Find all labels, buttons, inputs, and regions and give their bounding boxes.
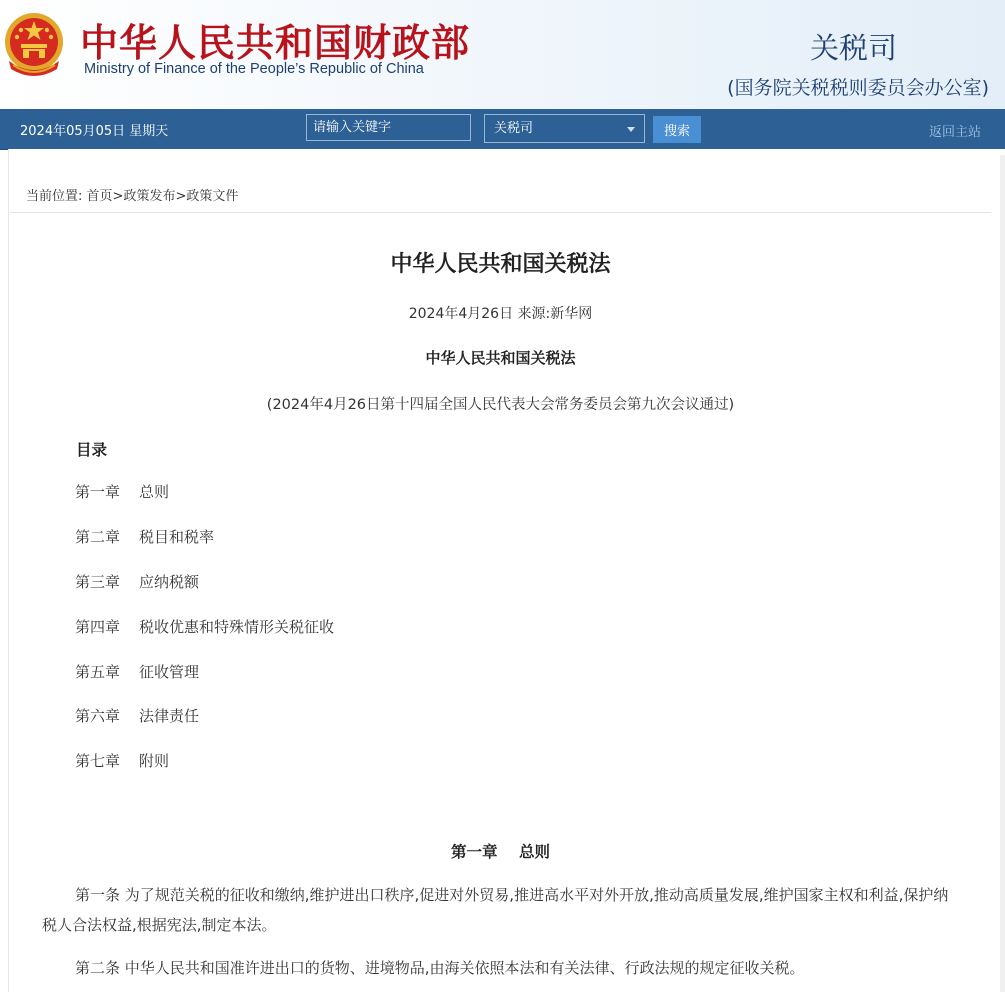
adoption-note: (2024年4月26日第十四届全国人民代表大会常务委员会第九次会议通过) — [266, 397, 735, 413]
toc-item — [75, 661, 199, 682]
ministry-name-cn: 中华人民共和国财政部 — [80, 21, 471, 65]
chapter-heading: 第一章 总则 — [450, 843, 551, 861]
toc-chapter-name: 税目和税率 — [139, 528, 215, 546]
toc-heading: 目录 — [76, 441, 108, 459]
toc-item — [75, 481, 169, 502]
search-button[interactable]: 搜索 — [653, 116, 701, 143]
search-scope-select[interactable] — [484, 114, 645, 143]
chevron-down-icon — [627, 127, 635, 132]
toc-chapter-name: 附则 — [139, 752, 170, 770]
breadcrumb-separator: > — [175, 189, 187, 204]
toc-chapter-number: 第三章 — [75, 573, 121, 591]
toc-chapter-name: 税收优惠和特殊情形关税征收 — [139, 618, 335, 636]
search-input[interactable] — [306, 114, 471, 141]
article-paragraph: 第二条 中华人民共和国准许进出口的货物、进境物品,由海关依照本法和有关法律、行政法规的规定征收关税。 — [75, 959, 805, 977]
national-emblem-icon — [3, 9, 65, 79]
toc-chapter-name: 总则 — [139, 483, 170, 501]
search-scope-value: 关税司 — [494, 121, 534, 136]
toc-chapter-number: 第六章 — [75, 707, 121, 725]
top-navbar — [0, 109, 1005, 150]
current-date: 2024年05月05日 星期天 — [20, 124, 169, 139]
toc-chapter-number: 第七章 — [75, 752, 121, 770]
toc-item — [75, 616, 334, 637]
breadcrumb-separator: > — [112, 189, 124, 204]
toc-chapter-number: 第五章 — [75, 663, 121, 681]
toc-item — [75, 705, 199, 726]
toc-chapter-number: 第二章 — [75, 528, 121, 546]
breadcrumb-divider — [10, 212, 991, 213]
toc-chapter-name: 法律责任 — [139, 707, 200, 725]
toc-chapter-number: 第四章 — [75, 618, 121, 636]
toc-chapter-name: 应纳税额 — [139, 573, 200, 591]
toc-chapter-number: 第一章 — [75, 483, 121, 501]
breadcrumb-prefix: 当前位置: — [26, 189, 83, 204]
toc-item — [75, 526, 214, 547]
department-name: 关税司 — [809, 31, 897, 65]
breadcrumb-home[interactable]: 首页 — [86, 189, 113, 204]
toc-item — [75, 750, 169, 771]
back-home-link[interactable]: 返回主站 — [928, 125, 981, 140]
page-title: 中华人民共和国关税法 — [390, 252, 611, 277]
breadcrumb-policy-documents[interactable]: 政策文件 — [186, 189, 239, 204]
law-title: 中华人民共和国关税法 — [425, 349, 576, 367]
breadcrumb — [26, 185, 238, 204]
article-paragraph: 第一条 为了规范关税的征收和缴纳,维护进出口秩序,促进对外贸易,推进高水平对外开放,推动高质量发展,维护国家主权和利益,保护纳税人合法权益,根据宪法,制定本法。 — [42, 886, 949, 934]
department-subtitle: (国务院关税税则委员会办公室) — [727, 77, 989, 99]
site-header — [0, 0, 1005, 110]
article-meta: 2024年4月26日 来源:新华网 — [408, 306, 593, 322]
toc-item — [75, 571, 199, 592]
scrollbar-track[interactable] — [1000, 155, 1005, 992]
toc-chapter-name: 征收管理 — [139, 663, 200, 681]
ministry-name-en: Ministry of Finance of the People’s Republic of China — [84, 61, 424, 77]
breadcrumb-policy-release[interactable]: 政策发布 — [123, 189, 176, 204]
